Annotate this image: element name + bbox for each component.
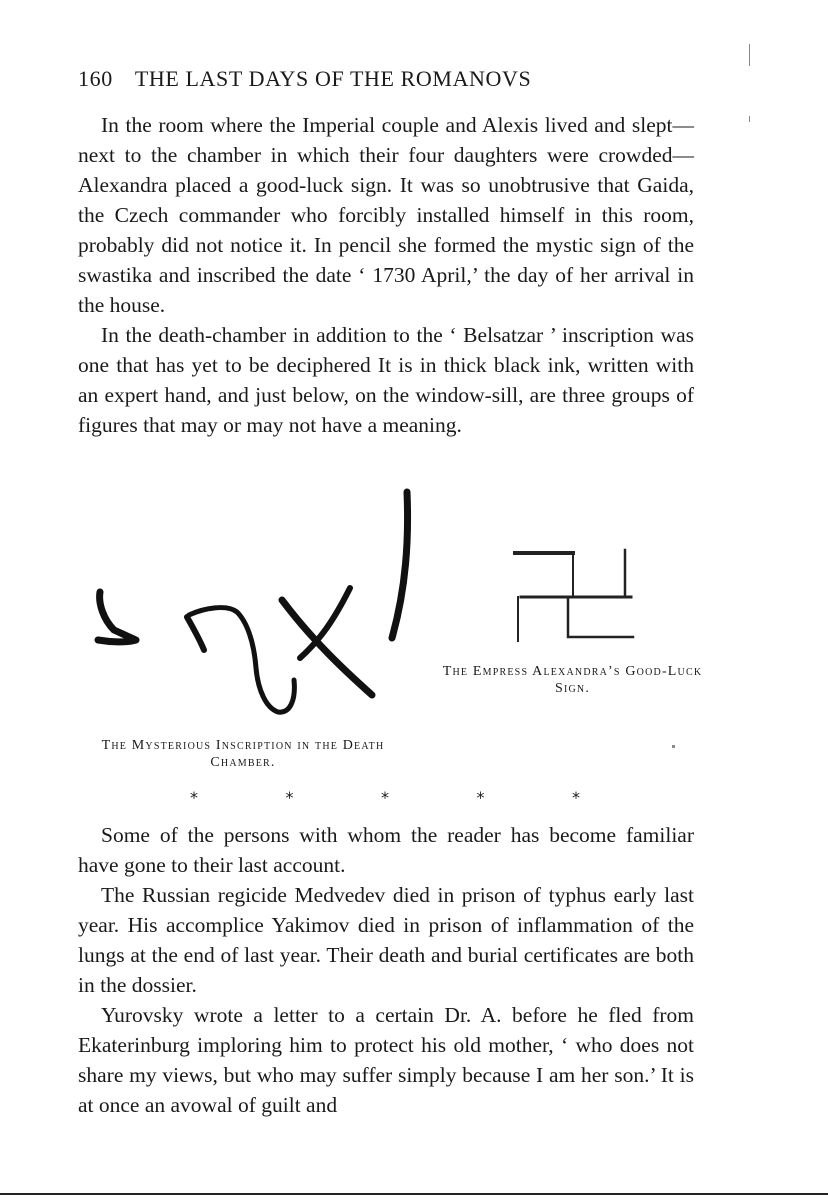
- scan-mark: [749, 116, 750, 122]
- paragraph: In the death-chamber in addition to the ‘ Belsatzar ’ inscription was one that has yet to be deciphered It is in thick black ink, written with an expert hand, and just below, on the window-sill, are three groups of figures that may or may not have a meaning.: [78, 323, 694, 437]
- paragraph: The Russian regicide Medvedev died in prison of typhus early last year. His accomplice Yakimov died in prison of inflammation of the lungs at the end of last year. Their death and burial certificates are both in the dossier.: [78, 883, 694, 997]
- scan-mark: [749, 44, 750, 66]
- good-luck-sign-figure: [505, 545, 645, 645]
- page-bottom-edge: [0, 1193, 828, 1195]
- running-header: [78, 66, 698, 92]
- mysterious-inscription-figure: [82, 480, 422, 728]
- separator-star: *: [476, 788, 485, 807]
- paragraph: Yurovsky wrote a letter to a certain Dr. A. before he fled from Ekaterinburg imploring him to protect his old mother, ‘ who does not share my views, but who may suffer simply because I am her son.’ It is at once an avowal of guilt and: [78, 1003, 694, 1117]
- separator-star: *: [381, 788, 389, 807]
- body-text-bottom: [78, 820, 694, 1120]
- separator-star: *: [285, 788, 294, 807]
- inscription-caption: The Mysterious Inscription in the Death Chamber.: [101, 738, 385, 770]
- good-luck-sign-caption: The Empress Alexandra’s Good-Luck Sign.: [442, 664, 703, 696]
- separator-star: *: [190, 788, 198, 807]
- running-title: THE LAST DAYS OF THE ROMANOVS: [134, 66, 532, 91]
- body-text-top: [78, 110, 694, 440]
- section-separator: [190, 788, 580, 807]
- separator-star: *: [572, 788, 580, 807]
- scan-mark: [672, 745, 675, 748]
- page-number: 160: [78, 66, 113, 91]
- paragraph: Some of the persons with whom the reader has become familiar have gone to their last account.: [78, 823, 694, 877]
- paragraph: In the room where the Imperial couple and Alexis lived and slept—next to the chamber in which their four daughters were crowded—Alexandra placed a good-luck sign. It was so unobtrusive that Gaida, the Czech commander who forcibly installed himself in this room, probably did not notice it. In pencil she formed the mystic sign of the swastika and inscribed the date ‘ 1730 April,’ the day of her arrival in the house.: [78, 113, 694, 317]
